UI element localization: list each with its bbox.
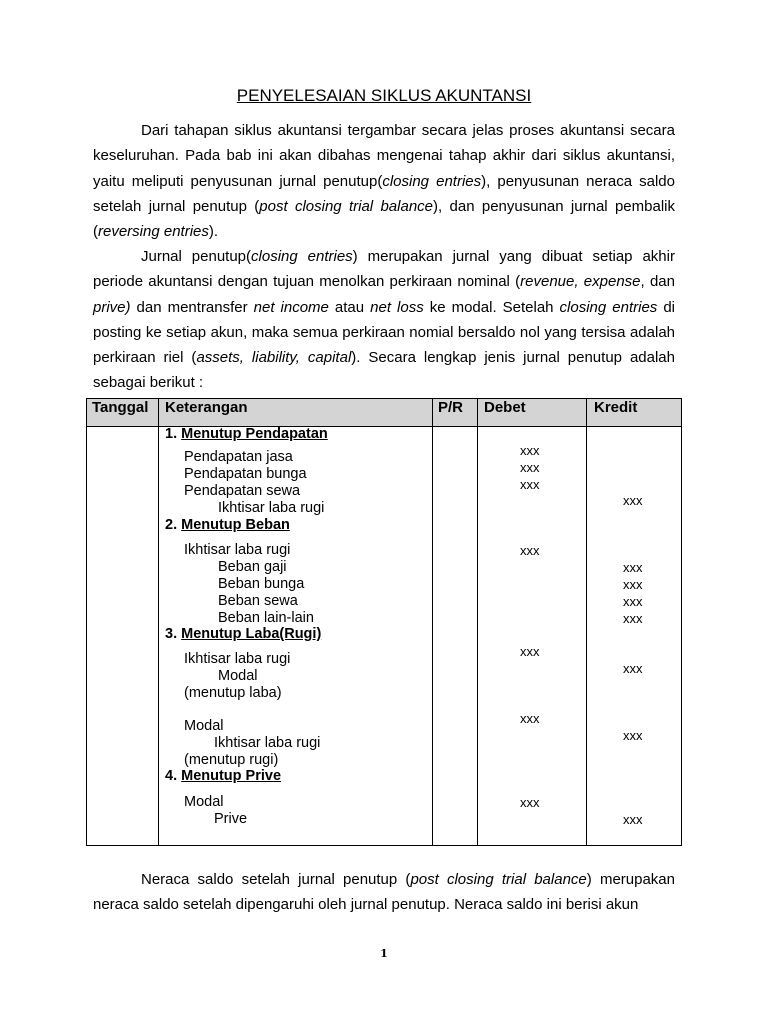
text-run: Jurnal penutup( — [141, 248, 252, 265]
entry-line: Beban lain-lain — [218, 610, 314, 626]
debet-amount: xxx — [520, 644, 540, 659]
header-keterangan: Keterangan — [165, 399, 248, 416]
text-run: ) merupakan neraca saldo setelah dipengaruhi oleh jurnal penutup. Neraca saldo ini berisi akun — [93, 871, 675, 914]
kredit-amount: xxx — [623, 493, 643, 508]
kredit-amount: xxx — [623, 577, 643, 592]
page-number: 1 — [380, 947, 388, 960]
header-tanggal: Tanggal — [92, 399, 149, 416]
kredit-amount: xxx — [623, 661, 643, 676]
entry-line: Ikhtisar laba rugi — [184, 542, 291, 558]
closing-entries-table — [86, 398, 682, 846]
section-menutup-pendapatan: 1. Menutup Pendapatan — [165, 426, 328, 442]
italic-term: reversing entries — [98, 223, 209, 241]
entry-line: Modal — [218, 668, 258, 684]
text-run: , dan — [640, 273, 675, 291]
entry-line: Beban sewa — [218, 593, 298, 609]
paragraph-closing-entries — [93, 244, 675, 396]
entry-line: (menutup laba) — [184, 685, 282, 701]
italic-term: net loss — [370, 298, 424, 316]
entry-line: (menutup rugi) — [184, 752, 279, 768]
italic-term: closing entries — [251, 248, 353, 265]
entry-line: Modal — [184, 794, 224, 810]
entry-line: Pendapatan sewa — [184, 483, 301, 499]
entry-line: Ikhtisar laba rugi — [218, 500, 325, 516]
kredit-amount: xxx — [623, 728, 643, 743]
header-pr: P/R — [438, 399, 464, 416]
header-kredit: Kredit — [594, 399, 638, 416]
entry-line: Pendapatan jasa — [184, 449, 293, 465]
text-run: atau — [328, 298, 371, 316]
section-menutup-beban: 2. Menutup Beban — [165, 517, 290, 533]
italic-term: net income — [253, 298, 329, 316]
text-run: ), dan penyusunan jurnal pembalik ( — [93, 197, 675, 241]
text-run: ) merupakan jurnal yang dibuat setiap akhir periode akuntansi dengan tujuan menolkan perkiraan nominal ( — [93, 248, 675, 291]
text-run: dan mentransfer — [130, 298, 254, 316]
section-menutup-prive: 4. Menutup Prive — [165, 768, 282, 784]
entry-line: Ikhtisar laba rugi — [214, 735, 321, 751]
debet-amount: xxx — [520, 795, 540, 810]
kredit-amount: xxx — [623, 594, 643, 609]
italic-term: post closing trial balance — [410, 871, 587, 888]
entry-line: Beban gaji — [218, 559, 287, 575]
header-debet: Debet — [484, 399, 526, 416]
debet-amount: xxx — [520, 460, 540, 475]
debet-amount: xxx — [520, 543, 540, 558]
text-run: ke modal. Setelah — [423, 298, 560, 316]
debet-amount: xxx — [520, 443, 540, 458]
kredit-amount: xxx — [623, 611, 643, 626]
text-run: ), penyusunan neraca saldo setelah jurnal penutup ( — [93, 172, 675, 215]
italic-term: assets, liability, capital — [196, 349, 352, 367]
section-menutup-laba-rugi: 3. Menutup Laba(Rugi) — [165, 626, 322, 642]
entry-line: Modal — [184, 718, 224, 734]
text-run: ). — [208, 223, 219, 241]
kredit-amount: xxx — [623, 560, 643, 575]
text-run: di posting ke setiap akun, maka semua perkiraan nomial bersaldo nol yang tersisa adalah perkiraan riel ( — [93, 298, 675, 367]
text-run: Dari tahapan siklus akuntansi tergambar secara jelas proses akuntansi secara keseluruhan. Pada bab ini akan dibahas mengenai tahap akhir dari siklus akuntansi, yaitu meliputi penyusunan jurnal penutup( — [93, 122, 675, 190]
italic-term: revenue, expense — [520, 273, 641, 291]
text-run: ). Secara lengkap jenis jurnal penutup adalah sebagai berikut : — [93, 349, 675, 392]
page-title: PENYELESAIAN SIKLUS AKUNTANSI — [236, 86, 532, 105]
entry-line: Beban bunga — [218, 576, 305, 592]
kredit-amount: xxx — [623, 812, 643, 827]
italic-term: closing entries — [382, 172, 482, 190]
paragraph-intro — [93, 118, 675, 244]
entry-line: Pendapatan bunga — [184, 466, 307, 482]
italic-term: post closing trial balance — [259, 197, 434, 215]
paragraph-post-closing — [93, 867, 675, 918]
debet-amount: xxx — [520, 711, 540, 726]
entry-line: Ikhtisar laba rugi — [184, 651, 291, 667]
entry-line: Prive — [214, 811, 248, 827]
debet-amount: xxx — [520, 477, 540, 492]
text-run: Neraca saldo setelah jurnal penutup ( — [141, 871, 411, 888]
italic-term: prive) — [93, 298, 131, 316]
italic-term: closing entries — [559, 298, 658, 316]
